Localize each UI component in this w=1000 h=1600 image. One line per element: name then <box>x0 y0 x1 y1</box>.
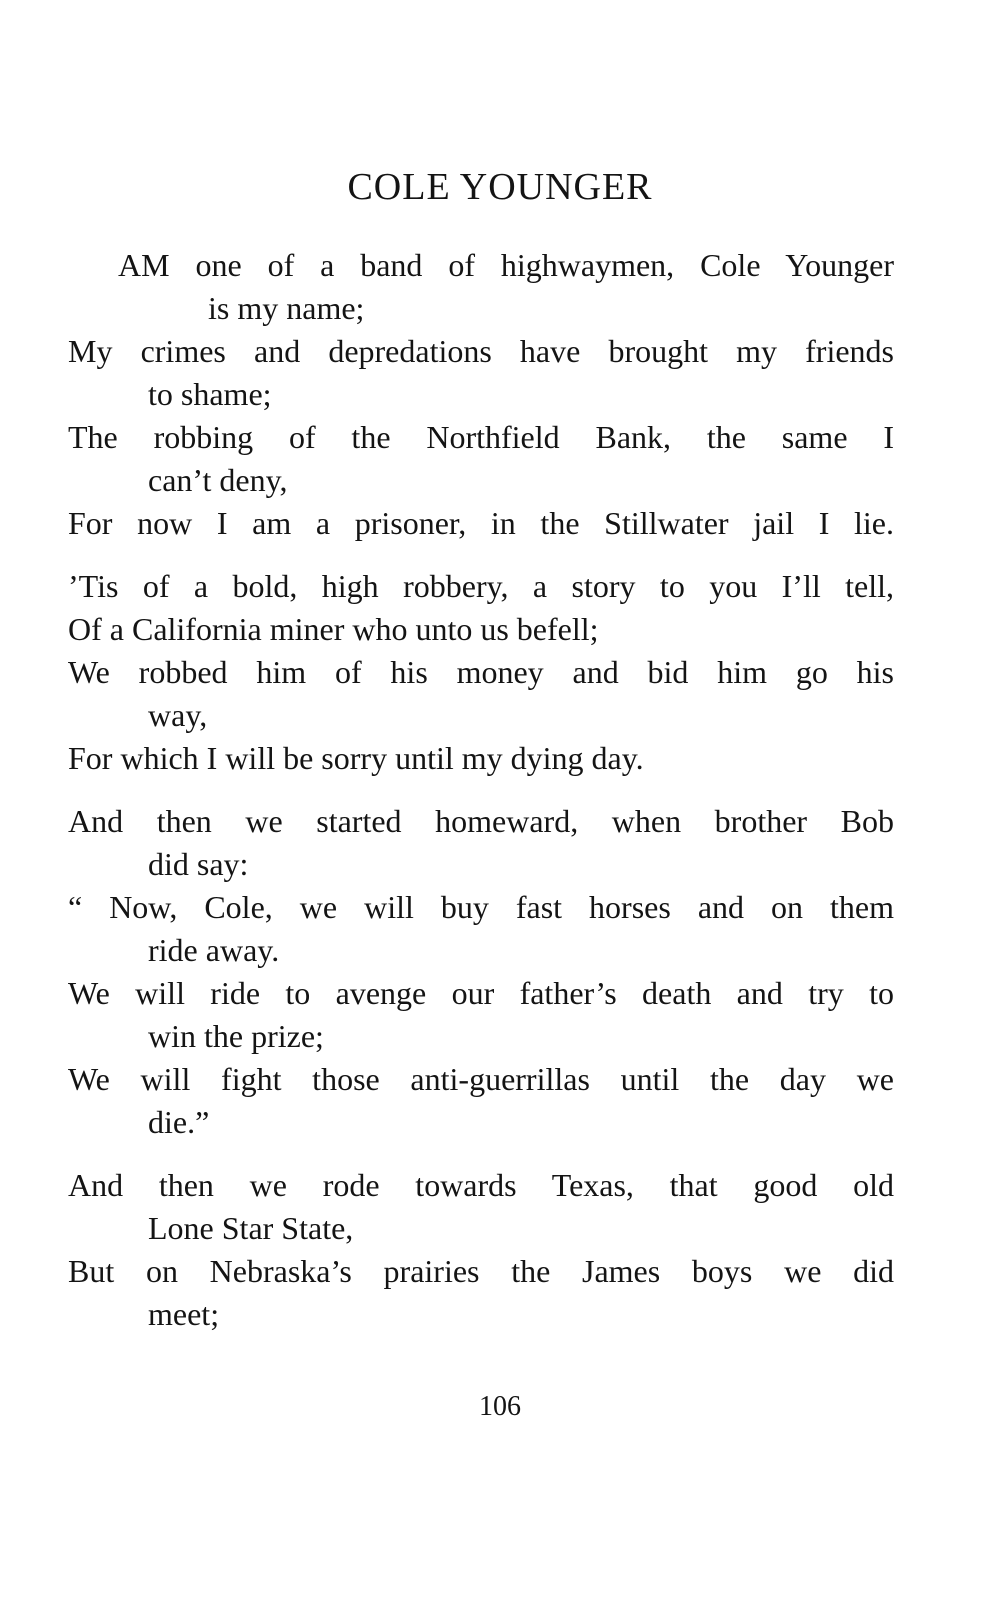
verse-line-continuation: ride away. <box>148 932 280 968</box>
verse-line: We will fight those anti-guerrillas until the day we <box>68 1061 894 1097</box>
verse-line: Of a California miner who unto us befell; <box>68 611 599 647</box>
verse-line-continuation: die.” <box>148 1104 210 1140</box>
stanza <box>68 244 894 545</box>
verse-line: And then we rode towards Texas, that good old <box>68 1167 894 1203</box>
verse-line: We will ride to avenge our father’s death and try to <box>68 975 894 1011</box>
verse-line-continuation: to shame; <box>148 376 272 412</box>
stanza <box>68 1164 894 1336</box>
page-number: 106 <box>479 1391 521 1422</box>
verse-line: And then we started homeward, when brother Bob <box>68 803 894 839</box>
verse-line-continuation: is my name; <box>208 290 365 326</box>
verse-line-continuation: meet; <box>148 1296 220 1332</box>
verse-line: We robbed him of his money and bid him go his <box>68 654 894 690</box>
verse-line: My crimes and depredations have brought my friends <box>68 333 894 369</box>
verse-line: AM one of a band of highwaymen, Cole Younger <box>118 247 894 283</box>
verse-line-continuation: way, <box>148 697 208 733</box>
verse-line-continuation: can’t deny, <box>148 462 288 498</box>
verse-line-continuation: Lone Star State, <box>148 1210 354 1246</box>
poem-title: COLE YOUNGER <box>347 166 653 208</box>
poem-body <box>68 244 894 1356</box>
verse-line-continuation: did say: <box>148 846 249 882</box>
verse-line: For now I am a prisoner, in the Stillwater jail I lie. <box>68 505 894 541</box>
stanza <box>68 565 894 780</box>
verse-line: The robbing of the Northfield Bank, the same I <box>68 419 894 455</box>
verse-line: But on Nebraska’s prairies the James boys we did <box>68 1253 894 1289</box>
verse-line: “ Now, Cole, we will buy fast horses and on them <box>68 889 894 925</box>
verse-line: ’Tis of a bold, high robbery, a story to you I’ll tell, <box>68 568 894 604</box>
verse-line: For which I will be sorry until my dying day. <box>68 740 644 776</box>
verse-line-continuation: win the prize; <box>148 1018 324 1054</box>
stanza <box>68 800 894 1144</box>
